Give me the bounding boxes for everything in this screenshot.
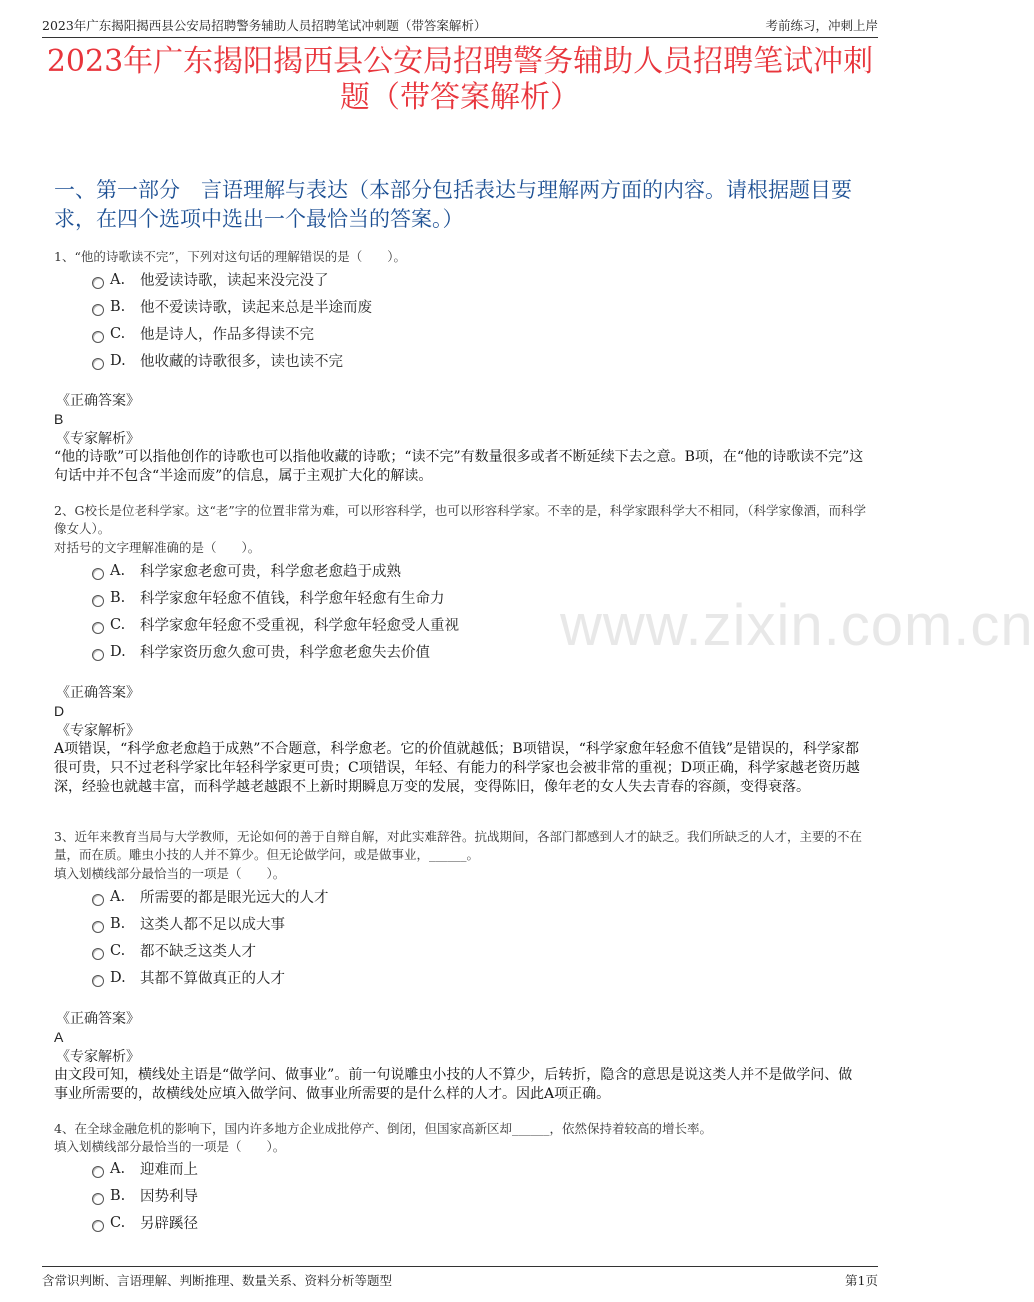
page-footer bbox=[42, 1266, 878, 1289]
answer-label: 《正确答案》 bbox=[56, 393, 140, 409]
radio-button-icon[interactable] bbox=[92, 1166, 104, 1178]
answer-label: 《正确答案》 bbox=[56, 1011, 140, 1027]
option-a[interactable]: A. 所需要的都是眼光远大的人才 bbox=[92, 883, 860, 910]
radio-button-icon[interactable] bbox=[92, 622, 104, 634]
question-prompt: 填入划横线部分最恰当的一项是（ ）。 bbox=[54, 1139, 286, 1154]
answer-label: 《正确答案》 bbox=[56, 685, 140, 701]
correct-answer: A bbox=[54, 1029, 64, 1045]
watermark: www.zixin.com.cn bbox=[560, 593, 1034, 658]
radio-button-icon[interactable] bbox=[92, 358, 104, 370]
radio-button-icon[interactable] bbox=[92, 649, 104, 661]
radio-button-icon[interactable] bbox=[92, 277, 104, 289]
option-c[interactable]: C. 他是诗人，作品多得读不完 bbox=[92, 320, 860, 347]
option-a[interactable]: A. 迎难而上 bbox=[92, 1155, 860, 1182]
question-prompt: 填入划横线部分最恰当的一项是（ ）。 bbox=[54, 866, 286, 881]
header-doc-title: 2023年广东揭阳揭西县公安局招聘警务辅助人员招聘笔试冲刺题（带答案解析） bbox=[42, 18, 487, 33]
option-c[interactable]: C. 科学家愈年轻愈不受重视，科学愈年轻愈受人重视 bbox=[92, 611, 860, 638]
correct-answer: D bbox=[54, 703, 65, 719]
question-stem: 4、在全球金融危机的影响下，国内许多地方企业成批停产、倒闭，但国家高新区却______，依然保持着较高的增长率。 bbox=[54, 1121, 712, 1136]
option-d[interactable]: D. 他收藏的诗歌很多，读也读不完 bbox=[92, 347, 860, 374]
option-list bbox=[92, 883, 860, 991]
option-b[interactable]: B. 科学家愈年轻愈不值钱，科学愈年轻愈有生命力 bbox=[92, 584, 860, 611]
analysis-text: “他的诗歌”可以指他创作的诗歌也可以指他收藏的诗歌；“读不完”有数量很多或者不断延续下去之意。B项，在“他的诗歌读不完”这句话中并不包含“半途而废”的信息，属于主观扩大化的解读。 bbox=[54, 449, 864, 484]
radio-button-icon[interactable] bbox=[92, 948, 104, 960]
radio-button-icon[interactable] bbox=[92, 975, 104, 987]
radio-button-icon[interactable] bbox=[92, 1193, 104, 1205]
radio-button-icon[interactable] bbox=[92, 595, 104, 607]
analysis-label: 《专家解析》 bbox=[56, 1049, 140, 1065]
option-list bbox=[92, 1155, 860, 1236]
radio-button-icon[interactable] bbox=[92, 921, 104, 933]
question-stem: 1、“他的诗歌读不完”，下列对这句话的理解错误的是（ ）。 bbox=[54, 249, 406, 264]
correct-answer: B bbox=[54, 411, 64, 427]
radio-button-icon[interactable] bbox=[92, 894, 104, 906]
option-a[interactable]: A. 他爱读诗歌，读起来没完没了 bbox=[92, 266, 860, 293]
option-d[interactable]: D. 其都不算做真正的人才 bbox=[92, 964, 860, 991]
option-b[interactable]: B. 因势利导 bbox=[92, 1182, 860, 1209]
analysis-label: 《专家解析》 bbox=[56, 723, 140, 739]
analysis-text: A项错误，“科学愈老愈趋于成熟”不合题意，科学愈老。它的价值就越低；B项错误，“科学家愈年轻愈不值钱”是错误的，科学家都很可贵，只不过老科学家比年轻科学家更可贵；C项错误，年轻、有能力的科学家也会被非常的重视；D项正确，科学家越老资历越深，经验也就越丰富，而科学越老越跟不上新时期瞬息万变的发展，变得陈旧，像年老的女人失去青春的容颜，变得衰落。 bbox=[54, 741, 860, 795]
option-a[interactable]: A. 科学家愈老愈可贵，科学愈老愈趋于成熟 bbox=[92, 557, 860, 584]
question-prompt: 对括号的文字理解准确的是（ ）。 bbox=[54, 540, 261, 555]
document-title: 2023年广东揭阳揭西县公安局招聘警务辅助人员招聘笔试冲刺题（带答案解析） bbox=[46, 44, 874, 115]
section-heading: 一、第一部分 言语理解与表达（本部分包括表达与理解两方面的内容。请根据题目要求，在四个选项中选出一个最恰当的答案。） bbox=[54, 178, 852, 231]
page-header bbox=[42, 10, 878, 38]
option-c[interactable]: C. 都不缺乏这类人才 bbox=[92, 937, 860, 964]
header-slogan: 考前练习，冲刺上岸 bbox=[765, 18, 878, 33]
question-stem: 3、近年来教育当局与大学教师，无论如何的善于自辩自解，对此实难辞咎。抗战期间，各部门都感到人才的缺乏。我们所缺乏的人才，主要的不在量，而在质。雕虫小技的人并不算少。但无论做学问，或是做事业，______。 bbox=[54, 829, 862, 862]
question-stem: 2、G校长是位老科学家。这“老”字的位置非常为难，可以形容科学，也可以形容科学家。不幸的是，科学家跟科学大不相同，（科学家像酒，而科学像女人）。 bbox=[54, 503, 866, 536]
option-c[interactable]: C. 另辟蹊径 bbox=[92, 1209, 860, 1236]
radio-button-icon[interactable] bbox=[92, 568, 104, 580]
radio-button-icon[interactable] bbox=[92, 331, 104, 343]
radio-button-icon[interactable] bbox=[92, 1220, 104, 1232]
option-b[interactable]: B. 这类人都不足以成大事 bbox=[92, 910, 860, 937]
option-list bbox=[92, 557, 860, 665]
footer-topics: 含常识判断、言语理解、判断推理、数量关系、资料分析等题型 bbox=[42, 1273, 393, 1288]
analysis-label: 《专家解析》 bbox=[56, 431, 140, 447]
option-list bbox=[92, 266, 860, 374]
option-b[interactable]: B. 他不爱读诗歌，读起来总是半途而废 bbox=[92, 293, 860, 320]
page-number: 第1页 bbox=[845, 1273, 878, 1288]
analysis-text: 由文段可知，横线处主语是“做学问、做事业”。前一句说雕虫小技的人不算少，后转折，隐含的意思是说这类人并不是做学问、做事业所需要的，故横线处应填入做学问、做事业所需要的是什么样的人才。因此A项正确。 bbox=[54, 1067, 853, 1102]
radio-button-icon[interactable] bbox=[92, 304, 104, 316]
option-d[interactable]: D. 科学家资历愈久愈可贵，科学愈老愈失去价值 bbox=[92, 638, 860, 665]
